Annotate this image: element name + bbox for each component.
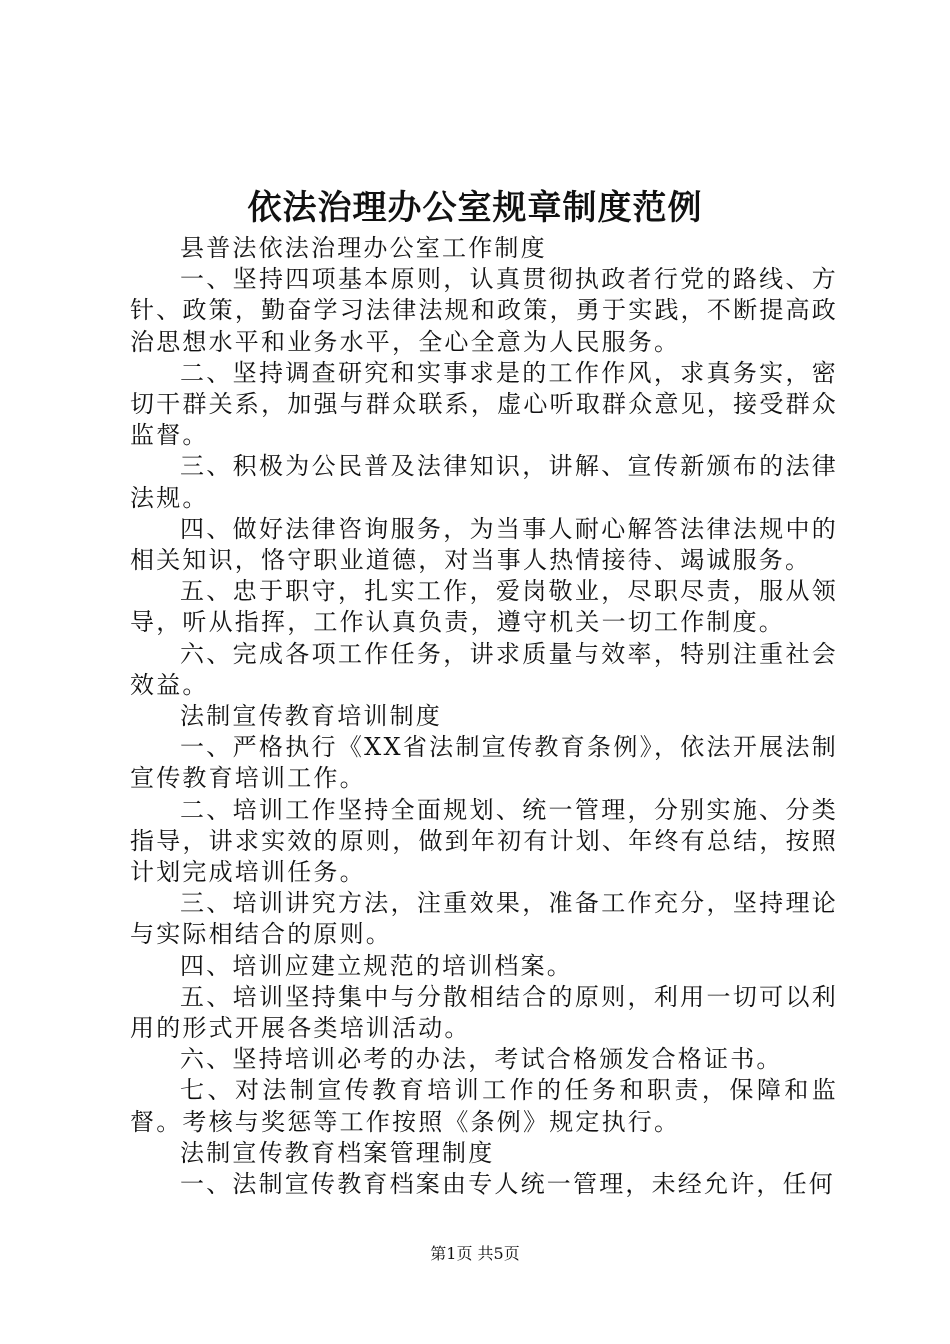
paragraph: 一、严格执行《XX省法制宣传教育条例》，依法开展法制宣传教育培训工作。 [130, 733, 838, 793]
paragraph: 三、积极为公民普及法律知识，讲解、宣传新颁布的法律法规。 [130, 452, 838, 512]
paragraph: 二、坚持调查研究和实事求是的工作作风，求真务实，密切干群关系，加强与群众联系，虚心听取群众意见，接受群众监督。 [130, 358, 838, 450]
paragraph: 七、对法制宣传教育培训工作的任务和职责，保障和监督。考核与奖惩等工作按照《条例》规定执行。 [130, 1076, 838, 1136]
section-heading: 法制宣传教育档案管理制度 [180, 1138, 495, 1167]
section-heading: 县普法依法治理办公室工作制度 [180, 234, 547, 262]
paragraph: 六、坚持培训必考的办法，考试合格颁发合格证书。 [180, 1045, 783, 1074]
paragraph: 六、完成各项工作任务，讲求质量与效率，特别注重社会效益。 [130, 639, 838, 699]
paragraph: 二、培训工作坚持全面规划、统一管理，分别实施、分类指导，讲求实效的原则，做到年初有计划、年终有总结，按照计划完成培训任务。 [130, 795, 838, 887]
document-body [130, 233, 838, 1200]
page-footer: 第1页 共5页 [430, 1244, 520, 1263]
paragraph: 五、忠于职守，扎实工作，爱岗敬业，尽职尽责，服从领导，听从指挥，工作认真负责，遵守机关一切工作制度。 [130, 577, 838, 637]
document-title: 依法治理办公室规章制度范例 [247, 188, 703, 228]
paragraph: 一、坚持四项基本原则，认真贯彻执政者行党的路线、方针、政策，勤奋学习法律法规和政策，勇于实践，不断提高政治思想水平和业务水平，全心全意为人民服务。 [130, 265, 838, 356]
section-heading: 法制宣传教育培训制度 [180, 702, 442, 731]
paragraph: 三、培训讲究方法，注重效果，准备工作充分，坚持理论与实际相结合的原则。 [130, 889, 838, 949]
paragraph: 四、做好法律咨询服务，为当事人耐心解答法律法规中的相关知识，恪守职业道德，对当事人热情接待、竭诚服务。 [130, 514, 838, 575]
paragraph: 五、培训坚持集中与分散相结合的原则，利用一切可以利用的形式开展各类培训活动。 [130, 982, 838, 1043]
paragraph: 一、法制宣传教育档案由专人统一管理，未经允许，任何 [180, 1170, 835, 1199]
paragraph: 四、培训应建立规范的培训档案。 [180, 951, 573, 980]
